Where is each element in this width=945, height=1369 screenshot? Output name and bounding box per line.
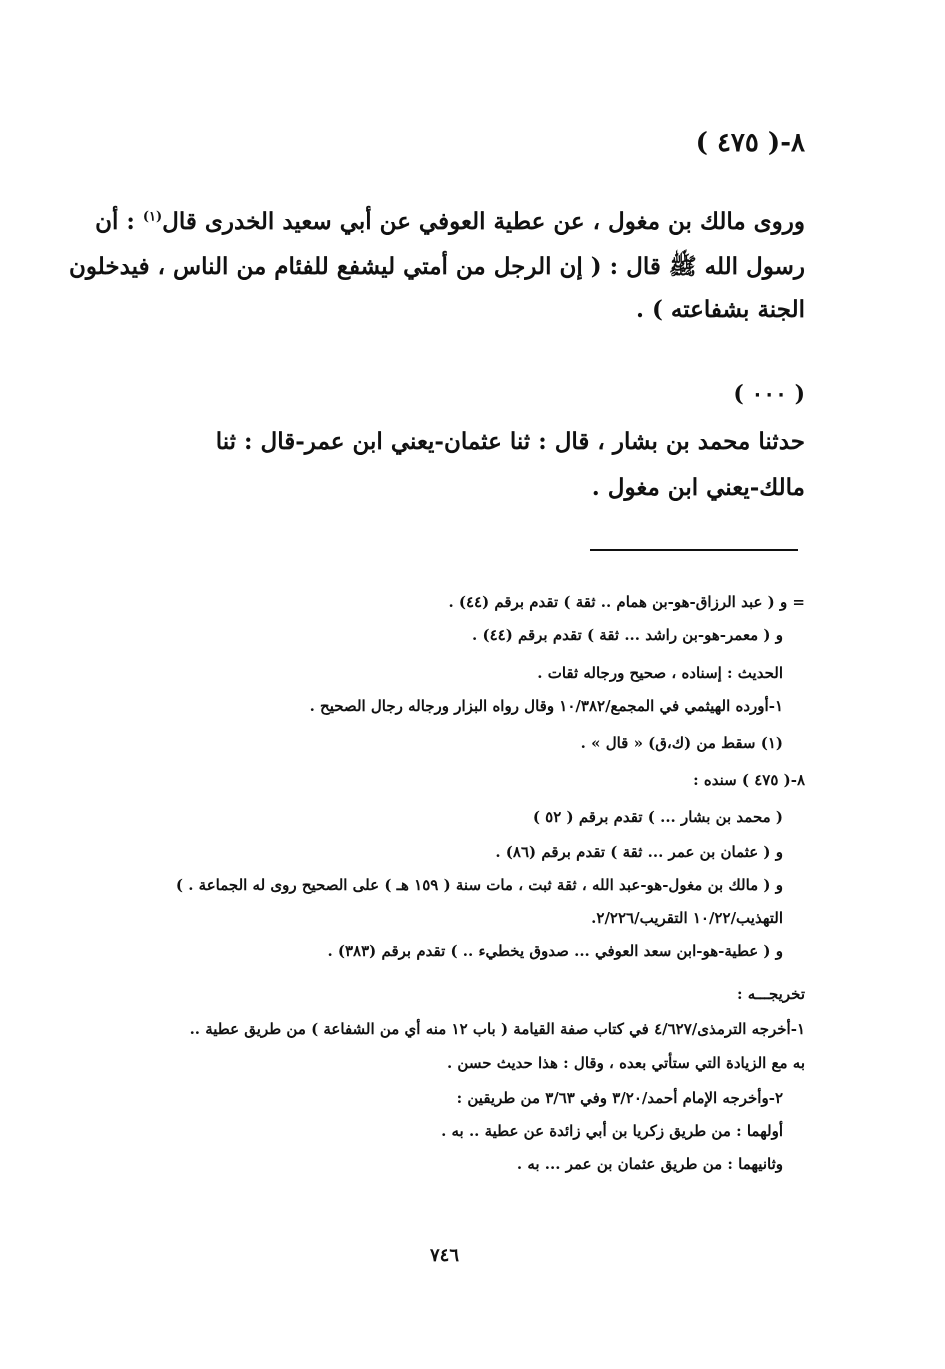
note-line-1: = و ( عبد الرزاق-هو-بن همام .. ثقة ) تقدم برقم (٤٤) . [448, 593, 805, 611]
note-line-11: و ( عطية-هو-ابن سعد العوفي ... صدوق يخطيء .. ) تقدم برقم (٣٨٣) . [327, 942, 783, 960]
note-line-10: التهذيب/١٠/٢٢ التقريب/٢/٢٢٦. [591, 909, 783, 927]
main-text-line-1-a: وروى مالك بن مغول ، عن عطية العوفي عن أبي سعيد الخدرى قال [162, 208, 805, 235]
note-line-13: ١-أخرجه الترمذى/٤/٦٢٧ في كتاب صفة القيامة ( باب ١٢ منه أي من الشفاعة ) من طريق عطية .. [189, 1020, 805, 1038]
footnote-marker: (١) [142, 209, 163, 225]
second-number: ( ٠٠٠ ) [733, 381, 805, 407]
hadith-number: ٨-( ٤٧٥ ) [695, 128, 805, 158]
note-line-16: أولهما : من طريق زكريا بن أبي زائدة عن عطية .. به . [441, 1122, 783, 1140]
note-line-8: و ( عثمان بن عمر ... ثقة ) تقدم برقم (٨٦) . [495, 843, 783, 861]
note-line-4: ١-أورده الهيثمي في المجمع/١٠/٣٨٢ وقال رواه البزار ورجاله رجال الصحيح . [309, 697, 783, 715]
note-line-7: ( محمد بن بشار ... ) تقدم برقم ( ٥٢ ) [532, 808, 783, 826]
second-text-line-2: مالك-يعني ابن مغول . [591, 474, 805, 501]
second-text-line-1: حدثنا محمد بن بشار ، قال : ثنا عثمان-يعني ابن عمر-قال : ثنا [215, 428, 805, 455]
footnote-separator [590, 549, 798, 551]
note-line-9: و ( مالك بن مغول-هو-عبد الله ، ثقة ثبت ، مات سنة ( ١٥٩ هـ ) على الصحيح روى له الجماعة . ) [175, 876, 783, 894]
note-line-3: الحديث : إسناده ، صحيح ورجاله ثقات . [537, 664, 783, 682]
note-line-12: تخريجـــه : [737, 985, 805, 1003]
main-text-line-1-b: : أن [95, 208, 143, 235]
note-line-17: وثانيهما : من طريق عثمان بن عمر ... به . [516, 1155, 783, 1173]
main-text-line-2: رسول الله ﷺ قال : ( إن الرجل من أمتي ليشفع للفئام من الناس ، فيدخلون [68, 253, 805, 280]
note-line-15: ٢-وأخرجه الإمام أحمد/٣/٢٠ وفي ٣/٦٣ من طريقين : [456, 1089, 783, 1107]
main-text-line-3: الجنة بشفاعته ) . [636, 296, 805, 323]
note-line-14: به مع الزيادة التي ستأتي بعده ، وقال : هذا حديث حسن . [446, 1054, 805, 1072]
note-line-2: و ( معمر-هو-بن راشد ... ثقة ) تقدم برقم (٤٤) . [472, 626, 783, 644]
note-line-6: ٨-( ٤٧٥ ) سنده : [693, 771, 805, 789]
main-text-line-1 [95, 208, 805, 235]
page-number: ٧٤٦ [430, 1245, 460, 1266]
note-line-5: (١) سقط من (ك،ق) « قال » . [580, 734, 783, 752]
